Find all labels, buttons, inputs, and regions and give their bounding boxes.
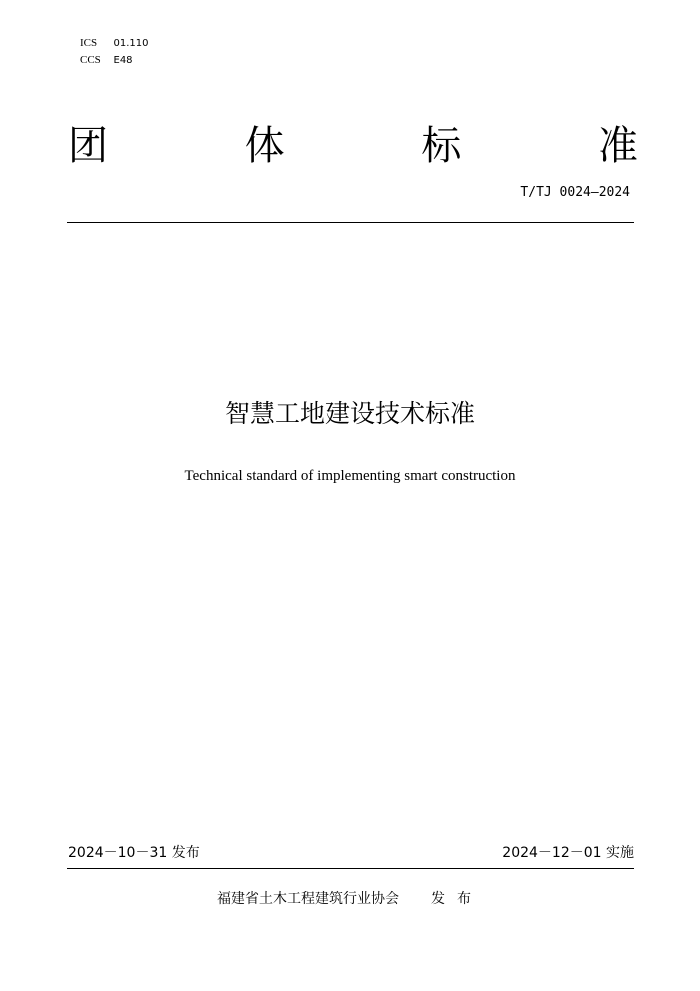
ccs-code xyxy=(80,53,133,68)
top-divider xyxy=(67,222,634,223)
publisher-line xyxy=(0,888,700,910)
publisher-verb: 发布 xyxy=(431,891,483,907)
ccs-value: E48 xyxy=(113,55,133,66)
issue-date: 2024－10－31 发布 xyxy=(68,845,200,861)
standard-number: T/TJ 0024—2024 xyxy=(520,185,630,200)
bottom-divider xyxy=(67,868,634,869)
title-english: Technical standard of implementing smart construction xyxy=(184,468,516,484)
implementation-date: 2024－12－01 实施 xyxy=(502,845,634,861)
publisher-name: 福建省土木工程建筑行业协会 xyxy=(217,891,399,907)
title-chinese: 智慧工地建设技术标准 xyxy=(224,399,475,428)
document-type-heading xyxy=(68,118,638,174)
doc-type-char-3: 标 xyxy=(421,123,462,169)
doc-type-char-1: 团 xyxy=(68,123,108,169)
ics-code xyxy=(80,36,149,51)
doc-type-char-2: 体 xyxy=(244,123,285,169)
ics-value: 01.110 xyxy=(113,38,149,49)
doc-type-char-4: 准 xyxy=(597,123,638,169)
ccs-label: CCS xyxy=(80,54,101,66)
ics-label: ICS xyxy=(80,37,98,49)
